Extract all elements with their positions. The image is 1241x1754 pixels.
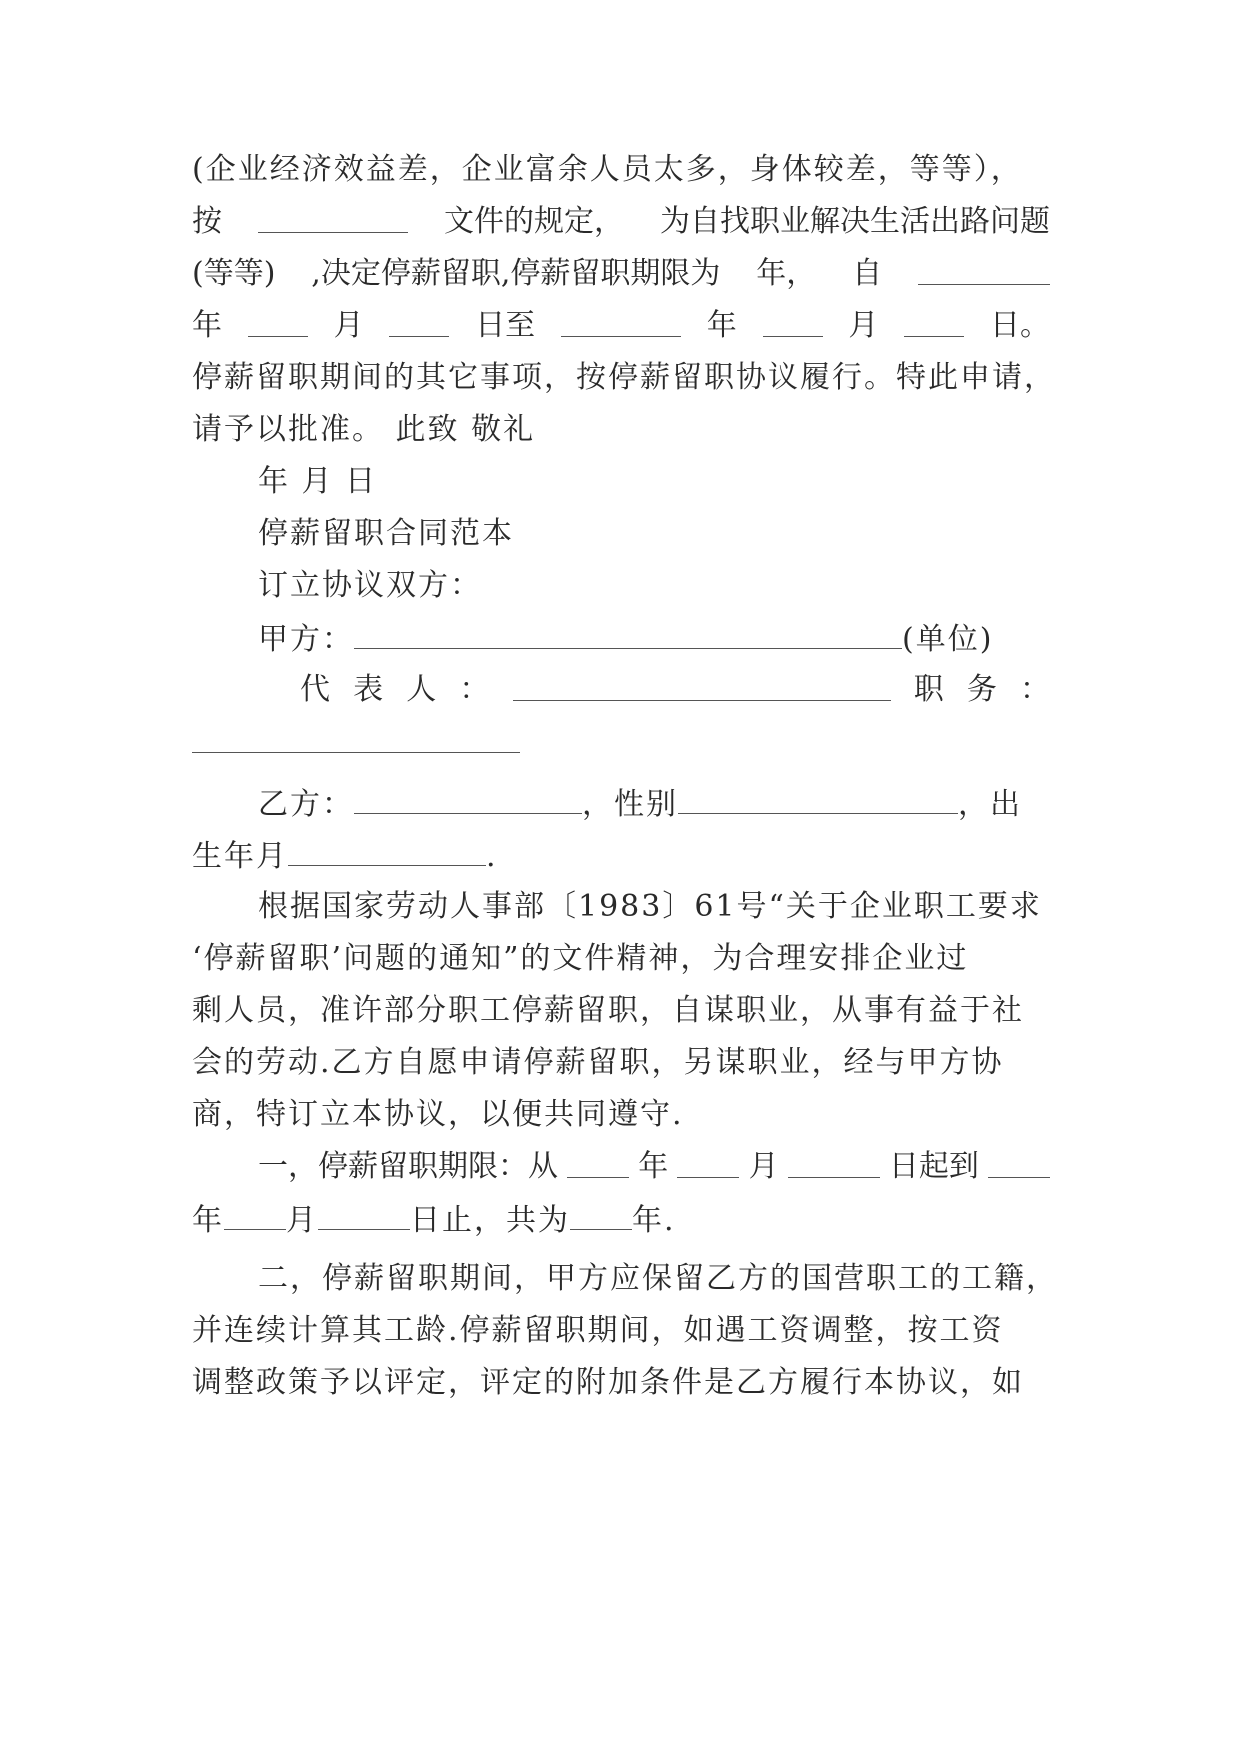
party-a-label: 甲方：: [258, 622, 354, 657]
para-line-1: 根据国家劳动人事部〔1983〕61号“关于企业职工要求: [258, 889, 1042, 924]
clause-2-line-2: 并连续计算其工龄.停薪留职期间，如遇工资调整，按工资: [192, 1313, 1004, 1348]
text-fragment: 日起到: [888, 1149, 979, 1184]
blank-underline: [354, 783, 582, 814]
text-line-4: [192, 306, 1050, 346]
blank-underline: [258, 202, 408, 233]
blank-underline: [318, 1199, 410, 1230]
birth-label-start: ，出: [958, 787, 1022, 822]
text-fragment: 年: [706, 308, 737, 343]
rep-char: ：: [459, 672, 490, 707]
text-fragment: 日止，共为: [410, 1203, 570, 1238]
text-line-3: [192, 254, 1050, 294]
text-fragment: 年，: [756, 256, 817, 291]
clause-1-line-2: [192, 1199, 1050, 1241]
text-fragment: 日。: [989, 308, 1050, 343]
clause-2-line-3: 调整政策予以评定，评定的附加条件是乙方履行本协议，如: [192, 1365, 1024, 1400]
text-fragment: .: [486, 839, 498, 874]
blank-underline: [389, 306, 449, 337]
blank-underline: [561, 306, 681, 337]
para-line-2: ‘停薪留职’问题的通知”的文件精神，为合理安排企业过: [192, 941, 969, 976]
blank-underline: [224, 1199, 286, 1230]
text-fragment: 年: [192, 1203, 224, 1238]
party-a-line: [258, 618, 1050, 660]
text-fragment: 年: [638, 1149, 669, 1184]
text-fragment: 日至: [475, 308, 536, 343]
birth-line: [192, 835, 1050, 877]
rep-char: 代: [300, 672, 330, 707]
blank-underline: [248, 306, 308, 337]
blank-underline: [192, 722, 520, 753]
text-line-2: [192, 202, 1050, 242]
text-fragment: 按: [192, 204, 222, 239]
parties-heading: 订立协议双方：: [258, 568, 482, 603]
text-fragment: ,决定停薪留职,停薪留职期限为: [311, 256, 721, 291]
clause-2-line-1: 二，停薪留职期间，甲方应保留乙方的国营职工的工籍，: [258, 1261, 1058, 1296]
blank-underline: [354, 618, 902, 649]
text-fragment: 年.: [632, 1203, 676, 1238]
blank-underline: [288, 835, 486, 866]
blank-underline: [988, 1147, 1050, 1178]
contract-title: 停薪留职合同范本: [258, 516, 514, 551]
para-line-4: 会的劳动.乙方自愿申请停薪留职，另谋职业，经与甲方协: [192, 1045, 1004, 1080]
blank-underline: [918, 254, 1050, 285]
para-line-3: 剩人员，准许部分职工停薪留职，自谋职业，从事有益于社: [192, 993, 1024, 1028]
blank-underline: [904, 306, 964, 337]
blank-underline: [677, 1147, 739, 1178]
text-fragment: 月: [286, 1203, 318, 1238]
blank-underline: [678, 783, 958, 814]
blank-underline: [513, 670, 891, 701]
para-line-5: 商，特订立本协议，以便共同遵守.: [192, 1097, 684, 1132]
text-fragment: 月: [848, 308, 879, 343]
party-b-line: [258, 783, 1050, 825]
clause-1-line-1: [258, 1147, 1050, 1187]
rep-char: 表: [353, 672, 384, 707]
text-line-1: (企业经济效益差，企业富余人员太多，身体较差，等等），: [192, 152, 1023, 187]
text-fragment: 一，停薪留职期限：从: [258, 1149, 558, 1184]
text-fragment: 月: [333, 308, 364, 343]
unit-label: (单位): [902, 622, 994, 657]
text-fragment: 文件的规定，: [444, 204, 624, 239]
birth-label: 生年月: [192, 839, 288, 874]
text-line-6: 请予以批准。 此致 敬礼: [192, 412, 536, 447]
blank-underline: [567, 1147, 629, 1178]
text-fragment: 为自找职业解决生活出路问题: [660, 204, 1050, 239]
date-line: 年 月 日: [258, 464, 378, 499]
rep-char: 人: [406, 672, 437, 707]
text-fragment: 年: [192, 308, 222, 343]
text-fragment: (等等): [192, 256, 276, 291]
text-fragment: 月: [748, 1149, 779, 1184]
post-char: 务: [966, 672, 997, 707]
blank-underline: [788, 1147, 880, 1178]
party-b-label: 乙方：: [258, 787, 354, 822]
post-char: 职: [913, 672, 944, 707]
blank-underline: [570, 1199, 632, 1230]
post-blank-line: [192, 722, 1050, 764]
representative-line: [300, 670, 1050, 710]
gender-label: ，性别: [582, 787, 678, 822]
post-char: ：: [1019, 672, 1050, 707]
blank-underline: [763, 306, 823, 337]
text-line-5: 停薪留职期间的其它事项，按停薪留职协议履行。特此申请，: [192, 360, 1056, 395]
text-fragment: 自: [852, 256, 883, 291]
